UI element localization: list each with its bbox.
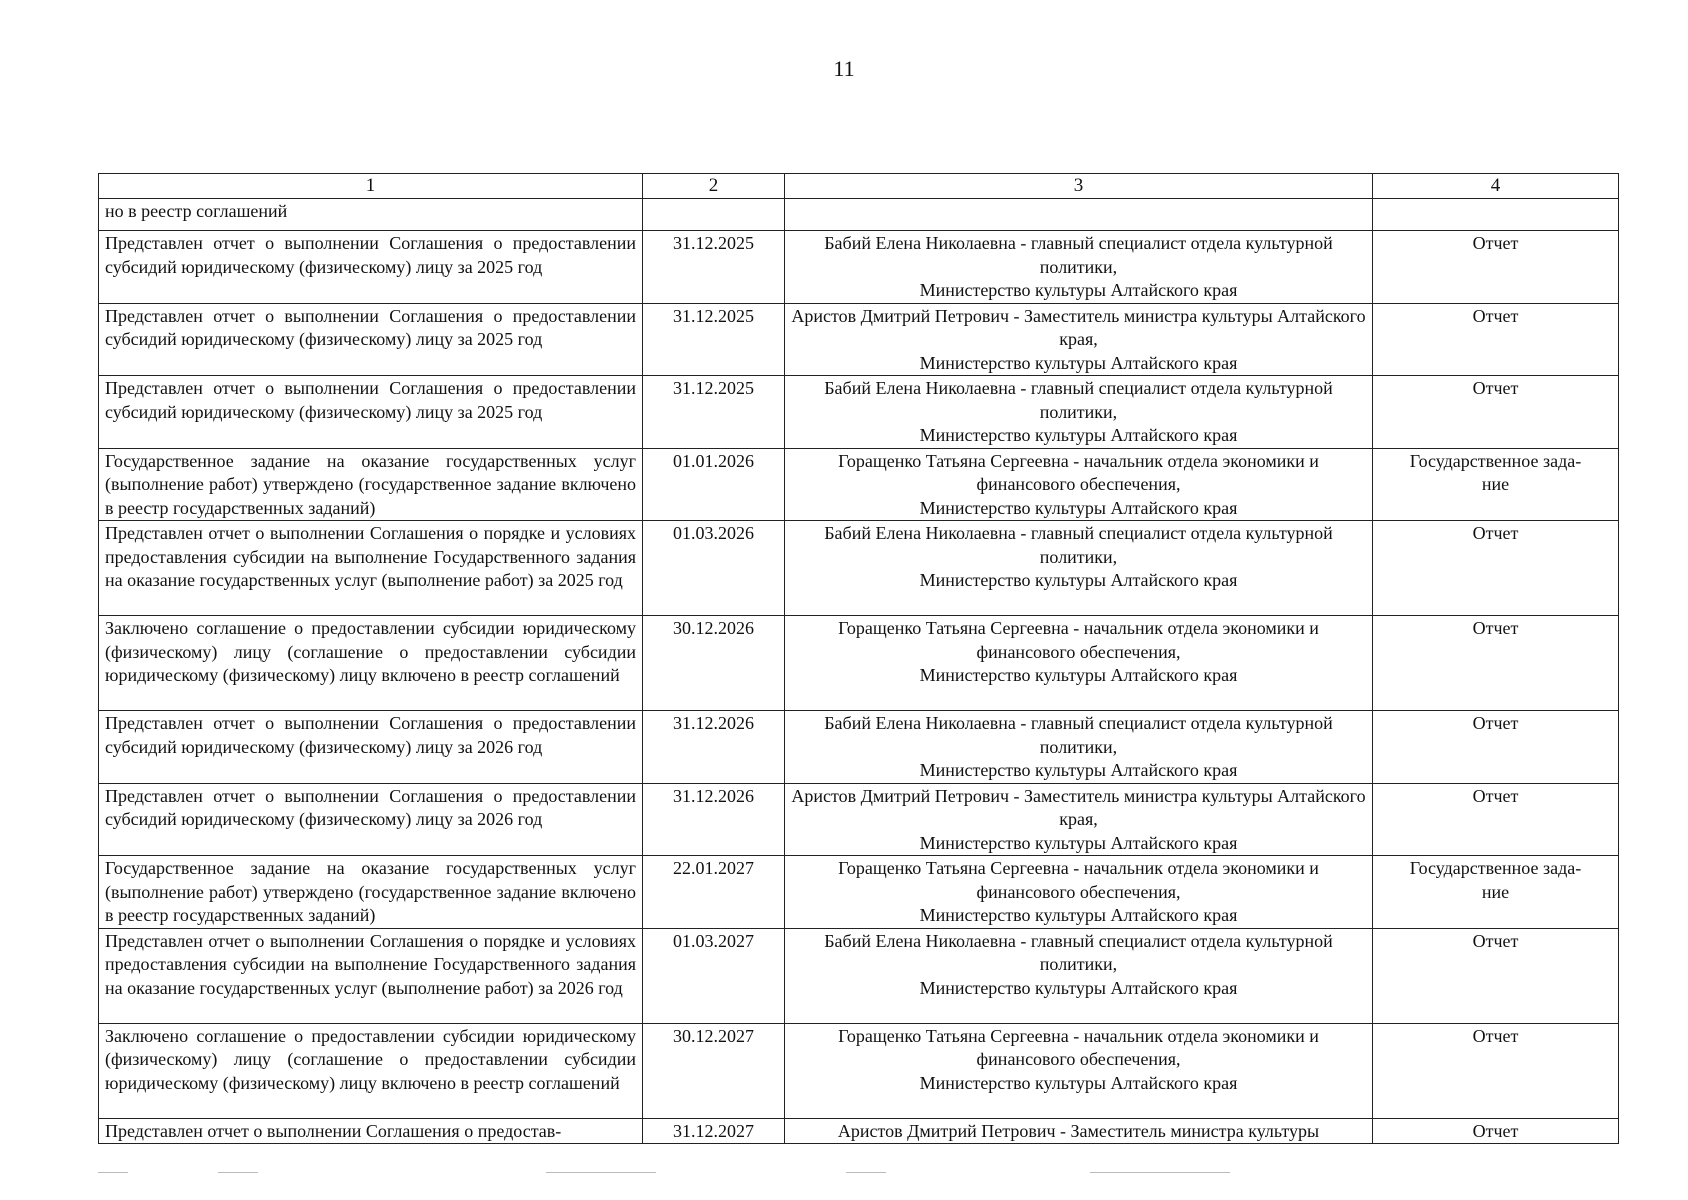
event-description: Представлен отчет о выполнении Соглашения о предоставлении субсидий юридическому (физическому) лицу за 2026 год: [99, 783, 643, 856]
table-row: [99, 1118, 1619, 1144]
responsible-person: Горащенко Татьяна Сергеевна - начальник отдела экономики и финансового обеспечения, Министерство культуры Алтайского края: [785, 1023, 1373, 1118]
table-row: [99, 1023, 1619, 1118]
document-type: Отчет: [1373, 616, 1619, 711]
column-header: 4: [1373, 174, 1619, 199]
responsible-person: Бабий Елена Николаевна - главный специалист отдела культурной политики, Министерство культуры Алтайского края: [785, 521, 1373, 616]
table-row: [99, 783, 1619, 856]
column-header: 3: [785, 174, 1373, 199]
document-type: Отчет: [1373, 1118, 1619, 1144]
document-type: Отчет: [1373, 521, 1619, 616]
table-row: [99, 303, 1619, 376]
table-row: [99, 448, 1619, 521]
event-date: 31.12.2025: [643, 303, 785, 376]
event-date: 31.12.2026: [643, 711, 785, 784]
responsible-person: Бабий Елена Николаевна - главный специалист отдела культурной политики, Министерство культуры Алтайского края: [785, 376, 1373, 449]
table-row: [99, 856, 1619, 929]
responsible-person: Бабий Елена Николаевна - главный специалист отдела культурной политики, Министерство культуры Алтайского края: [785, 231, 1373, 304]
event-date: 31.12.2025: [643, 376, 785, 449]
column-header: 2: [643, 174, 785, 199]
responsible-person: [785, 199, 1373, 231]
document-type: Отчет: [1373, 231, 1619, 304]
event-date: 31.12.2025: [643, 231, 785, 304]
event-date: 30.12.2027: [643, 1023, 785, 1118]
table-row: [99, 521, 1619, 616]
event-description: Представлен отчет о выполнении Соглашения о порядке и условиях предоставления субсидии на выполнение Государственного задания на оказание государственных услуг (выполнение работ) за 2025 год: [99, 521, 643, 616]
event-description: но в реестр соглашений: [99, 199, 643, 231]
event-description: Представлен отчет о выполнении Соглашения о предоставлении субсидий юридическому (физическому) лицу за 2026 год: [99, 711, 643, 784]
table-row: [99, 231, 1619, 304]
event-date: 22.01.2027: [643, 856, 785, 929]
document-type: Отчет: [1373, 711, 1619, 784]
column-header: 1: [99, 174, 643, 199]
table-header-row: [99, 174, 1619, 199]
document-type: [1373, 199, 1619, 231]
responsible-person: Аристов Дмитрий Петрович - Заместитель министра культуры: [785, 1118, 1373, 1144]
responsible-person: Аристов Дмитрий Петрович - Заместитель министра культуры Алтайского края, Министерство культуры Алтайского края: [785, 783, 1373, 856]
event-description: Государственное задание на оказание государственных услуг (выполнение работ) утверждено (государственное задание включено в реестр государственных заданий): [99, 448, 643, 521]
document-type: Отчет: [1373, 783, 1619, 856]
document-type: Отчет: [1373, 303, 1619, 376]
event-date: 01.03.2026: [643, 521, 785, 616]
document-type: Отчет: [1373, 1023, 1619, 1118]
event-description: Представлен отчет о выполнении Соглашения о предоставлении субсидий юридическому (физическому) лицу за 2025 год: [99, 376, 643, 449]
event-date: 31.12.2026: [643, 783, 785, 856]
responsible-person: Горащенко Татьяна Сергеевна - начальник отдела экономики и финансового обеспечения, Министерство культуры Алтайского края: [785, 448, 1373, 521]
event-description: Представлен отчет о выполнении Соглашения о предоставлении субсидий юридическому (физическому) лицу за 2025 год: [99, 303, 643, 376]
event-description: Представлен отчет о выполнении Соглашения о предостав-: [99, 1118, 643, 1144]
responsible-person: Горащенко Татьяна Сергеевна - начальник отдела экономики и финансового обеспечения, Министерство культуры Алтайского края: [785, 856, 1373, 929]
event-date: 01.03.2027: [643, 928, 785, 1023]
responsible-person: Горащенко Татьяна Сергеевна - начальник отдела экономики и финансового обеспечения, Министерство культуры Алтайского края: [785, 616, 1373, 711]
table-row: [99, 928, 1619, 1023]
responsible-person: Аристов Дмитрий Петрович - Заместитель министра культуры Алтайского края, Министерство культуры Алтайского края: [785, 303, 1373, 376]
document-type: Отчет: [1373, 928, 1619, 1023]
page-number: 11: [833, 56, 855, 81]
table-row: [99, 199, 1619, 231]
document-table: [98, 173, 1619, 1144]
responsible-person: Бабий Елена Николаевна - главный специалист отдела культурной политики, Министерство культуры Алтайского края: [785, 928, 1373, 1023]
document-type: Государственное зада- ние: [1373, 856, 1619, 929]
document-type: Отчет: [1373, 376, 1619, 449]
responsible-person: Бабий Елена Николаевна - главный специалист отдела культурной политики, Министерство культуры Алтайского края: [785, 711, 1373, 784]
table-row: [99, 616, 1619, 711]
scan-artifacts: [0, 1172, 1688, 1178]
event-description: Заключено соглашение о предоставлении субсидии юридическому (физическому) лицу (соглашение о предоставлении субсидии юридическому (физическому) лицу включено в реестр соглашений: [99, 616, 643, 711]
event-description: Представлен отчет о выполнении Соглашения о порядке и условиях предоставления субсидии на выполнение Государственного задания на оказание государственных услуг (выполнение работ) за 2026 год: [99, 928, 643, 1023]
event-date: 01.01.2026: [643, 448, 785, 521]
table-row: [99, 376, 1619, 449]
event-date: [643, 199, 785, 231]
event-description: Заключено соглашение о предоставлении субсидии юридическому (физическому) лицу (соглашение о предоставлении субсидии юридическому (физическому) лицу включено в реестр соглашений: [99, 1023, 643, 1118]
event-date: 31.12.2027: [643, 1118, 785, 1144]
event-date: 30.12.2026: [643, 616, 785, 711]
event-description: Представлен отчет о выполнении Соглашения о предоставлении субсидий юридическому (физическому) лицу за 2025 год: [99, 231, 643, 304]
document-type: Государственное зада- ние: [1373, 448, 1619, 521]
event-description: Государственное задание на оказание государственных услуг (выполнение работ) утверждено (государственное задание включено в реестр государственных заданий): [99, 856, 643, 929]
table-row: [99, 711, 1619, 784]
